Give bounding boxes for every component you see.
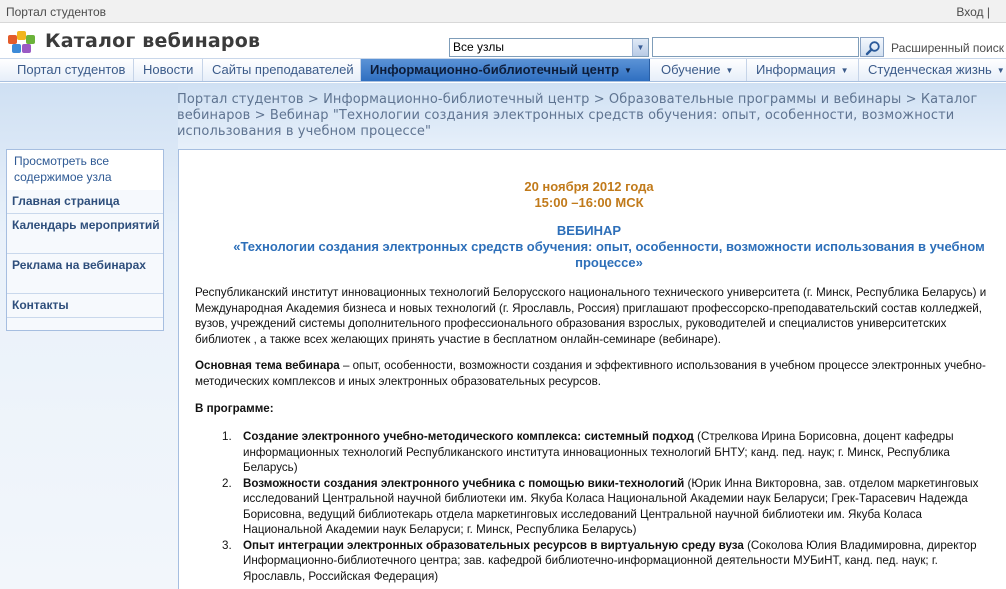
site-logo-icon xyxy=(8,31,36,53)
nav-label: Новости xyxy=(143,62,194,77)
item-details: (Соколова Юлия Владимировна, директор Информационно-библиотечного центра; зав. кафедрой библиотечно-информационной деятельности МУБиНТ, канд. пед. наук; г. Ярославль, Российская Федерация) xyxy=(243,538,977,583)
item-number: 2. xyxy=(222,476,232,490)
site-title: Каталог вебинаров xyxy=(45,30,261,52)
item-details: (Стрелкова Ирина Борисовна, доцент кафедры информационных технологий Республиканского института инновационных технологий БНТУ; канд. пед. наук; г. Минск, Республика Беларусь) xyxy=(243,430,954,474)
webinar-title: «Технологии создания электронных средств обучения: опыт, особенности, возможности использования в учебном процессе» xyxy=(233,239,985,270)
event-time: 15:00 –16:00 МСК xyxy=(534,195,644,210)
nav-information[interactable] xyxy=(747,59,859,81)
nav-portal[interactable] xyxy=(8,59,134,81)
quicklaunch-contacts[interactable] xyxy=(7,294,163,318)
chevron-down-icon: ▼ xyxy=(840,66,849,75)
item-title: Опыт интеграции электронных образовательных ресурсов в виртуальную среду вуза xyxy=(243,538,744,552)
quicklaunch-label: Контакты xyxy=(12,298,69,312)
nav-education[interactable] xyxy=(652,59,747,81)
list-item xyxy=(219,538,1001,585)
item-title: Создание электронного учебно-методического комплекса: системный подход xyxy=(243,430,694,443)
top-navigation xyxy=(0,58,1006,82)
event-date: 20 ноября 2012 года xyxy=(524,179,654,194)
top-bar xyxy=(0,0,1006,23)
nav-news[interactable] xyxy=(134,59,203,81)
breadcrumb[interactable]: Портал студентов > Информационно-библиотечный центр > Образовательные программы и вебинары > Каталог вебинаров > Вебинар "Технологии создания электронных средств обучения: опыт, особенности, возможности использования в учебном процессе" xyxy=(177,92,978,139)
main-content xyxy=(178,149,1006,589)
quicklaunch-label: Реклама на вебинарах xyxy=(12,258,146,272)
program-list xyxy=(219,429,1001,584)
search-input[interactable] xyxy=(652,37,859,57)
nav-label: Портал студентов xyxy=(17,62,126,77)
view-all-content-link[interactable] xyxy=(7,150,163,191)
list-item xyxy=(219,476,1001,538)
login-link[interactable]: Вход | xyxy=(956,5,990,19)
nav-label: Информация xyxy=(756,62,836,77)
quicklaunch-label: Главная страница xyxy=(12,194,120,208)
nav-label: Обучение xyxy=(661,62,721,77)
quick-launch xyxy=(6,149,164,331)
search-icon xyxy=(865,40,881,56)
view-all-label: Просмотреть все содержимое узла xyxy=(14,154,112,184)
chevron-down-icon: ▼ xyxy=(624,66,632,75)
search-scope-select[interactable] xyxy=(449,38,649,57)
quicklaunch-ads[interactable] xyxy=(7,254,163,294)
chevron-down-icon[interactable]: ▼ xyxy=(632,39,648,56)
list-item xyxy=(219,429,1001,476)
theme-paragraph xyxy=(195,358,1001,389)
nav-library-center[interactable] xyxy=(361,59,650,81)
intro-paragraph: Республиканский институт инновационных технологий Белорусского национального технического университета (г. Минск, Республика Беларусь) и Международная Академия бизнеса и новых технологий (г. Ярославль, Россия) приглашают профессорско-преподавательский состав колледжей, вузов, учреждений системы дополнительного профессионального образования взрослых, руководителей и специалистов университетских библиотек , а также всех желающих принять участие в бесплатном онлайн-семинаре (вебинаре). xyxy=(195,286,987,346)
nav-teacher-sites[interactable] xyxy=(203,59,361,81)
nav-label: Студенческая жизнь xyxy=(868,62,992,77)
quicklaunch-home[interactable] xyxy=(7,190,163,214)
header xyxy=(0,23,1006,58)
item-details: (Юрик Инна Викторовна, зав. отделом маркетинговых исследований Центральной научной библиотеки им. Якуба Коласа Национальной Академии наук Беларуси; Грек-Тарасевич Надежда Борисовна, ведущий библиотекарь отдела маркетинговых исследований Центральной научной библиотеки им. Якуба Коласа Национальной Академии наук Беларуси; г. Минск, Республика Беларусь) xyxy=(243,476,979,536)
portal-link[interactable]: Портал студентов xyxy=(6,5,107,19)
nav-label: Информационно-библиотечный центр xyxy=(370,62,620,77)
quicklaunch-calendar[interactable] xyxy=(7,214,163,254)
item-number: 1. xyxy=(222,430,232,443)
theme-text: – опыт, особенности, возможности создания и эффективного использования в учебном процессе электронных учебно-методических комплексов и иных электронных образовательных ресурсов. xyxy=(195,359,986,388)
quicklaunch-label: Календарь мероприятий xyxy=(12,218,160,232)
webinar-label: ВЕБИНАР xyxy=(556,223,622,238)
item-title: Возможности создания электронного учебника с помощью вики-технологий xyxy=(243,476,685,490)
nav-student-life[interactable] xyxy=(859,59,1006,81)
chevron-down-icon: ▼ xyxy=(725,66,734,75)
search-button[interactable] xyxy=(860,37,884,57)
item-number: 3. xyxy=(222,538,232,552)
theme-label: Основная тема вебинара xyxy=(195,359,340,372)
nav-label: Сайты преподавателей xyxy=(212,62,354,77)
search-scope-value: Все узлы xyxy=(453,40,505,54)
program-heading: В программе: xyxy=(195,402,274,415)
advanced-search-link[interactable]: Расширенный поиск xyxy=(891,41,1004,55)
chevron-down-icon: ▼ xyxy=(996,66,1005,75)
